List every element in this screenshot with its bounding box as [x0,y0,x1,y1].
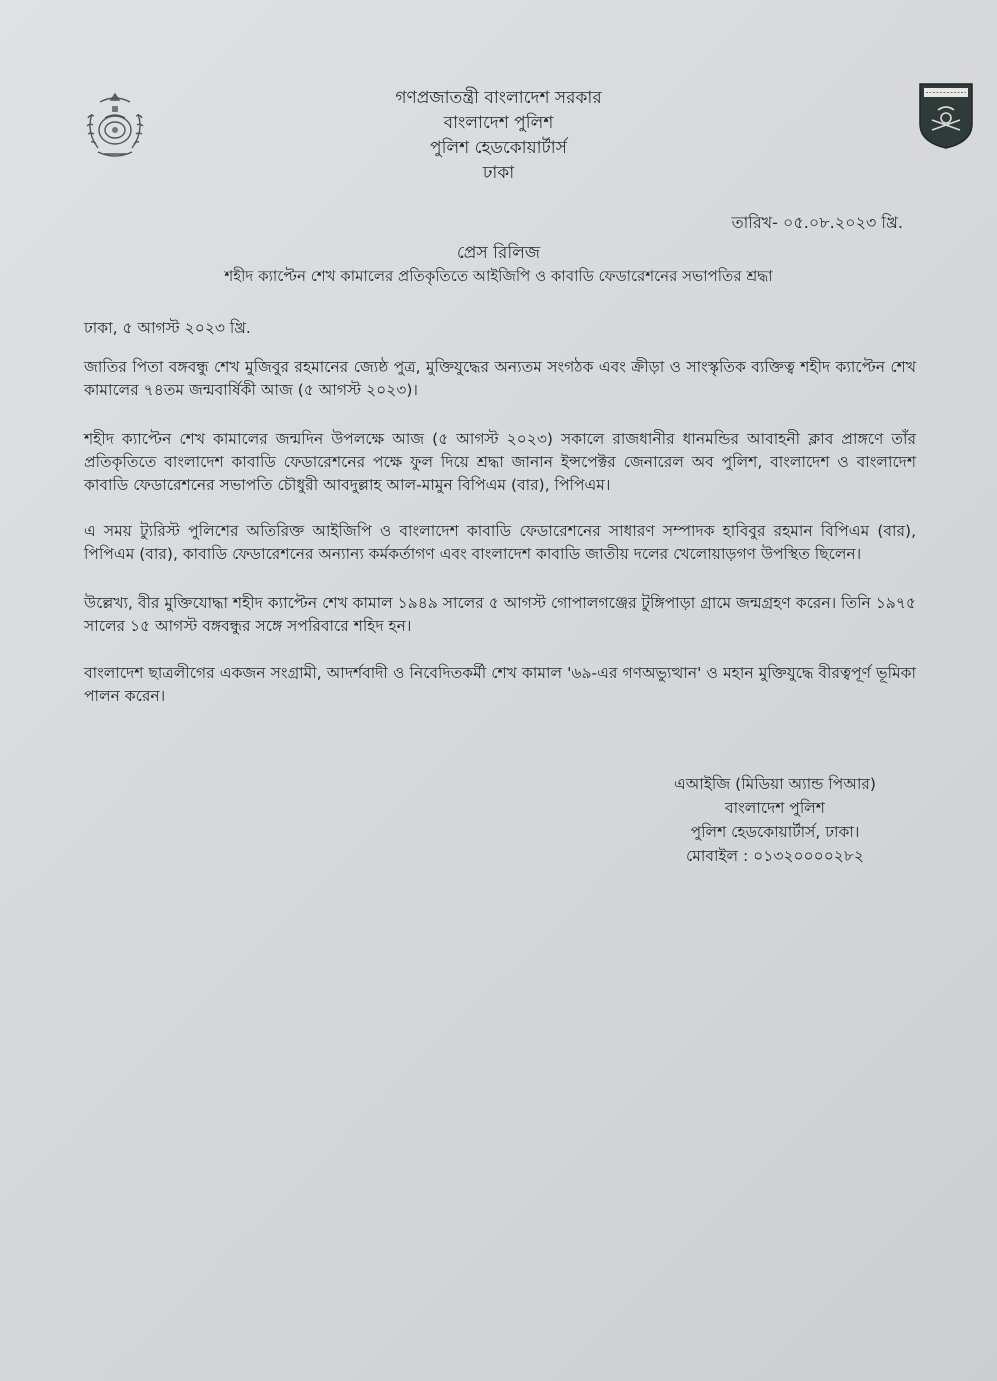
header-government: গণপ্রজাতন্ত্রী বাংলাদেশ সরকার [395,88,602,108]
body-paragraph: উল্লেখ্য, বীর মুক্তিযোদ্ধা শহীদ ক্যাপ্টেন শেখ কামাল ১৯৪৯ সালের ৫ আগস্ট গোপালগঞ্জের টুঙ্গিপাড়া গ্রামে জন্মগ্রহণ করেন। তিনি ১৯৭৫ সালের ১৫ আগস্ট বঙ্গবন্ধুর সঙ্গে সপরিবারে শহিদ হন। [84,594,916,635]
header-police: বাংলাদেশ পুলিশ [443,113,554,133]
body-paragraph: জাতির পিতা বঙ্গবন্ধু শেখ মুজিবুর রহমানের জ্যেষ্ঠ পুত্র, মুক্তিযুদ্ধের অন্যতম সংগঠক এবং ক্রীড়া ও সাংস্কৃতিক ব্যক্তিত্ব শহীদ ক্যাপ্টেন শেখ কামালের ৭৪তম জন্মবার্ষিকী আজ (৫ আগস্ট ২০২৩)। [84,358,916,399]
signature-block [660,772,890,868]
body-paragraph: এ সময় ট্যুরিস্ট পুলিশের অতিরিক্ত আইজিপি ও বাংলাদেশ কাবাডি ফেডারেশনের সাধারণ সম্পাদক হাবিবুর রহমান বিপিএম (বার), পিপিএম (বার), কাবাডি ফেডারেশনের অন্যান্য কর্মকর্তাগণ এবং বাংলাদেশ কাবাডি জাতীয় দলের খেলোয়াড়গণ উপস্থিত ছিলেন। [84,522,916,563]
body-paragraph: বাংলাদেশ ছাত্রলীগের একজন সংগ্রামী, আদর্শবাদী ও নিবেদিতকর্মী শেখ কামাল '৬৯-এর গণঅভ্যুত্থান' ও মহান মুক্তিযুদ্ধে বীরত্বপূর্ণ ভূমিকা পালন করেন। [84,664,916,705]
header-city: ঢাকা [482,163,515,183]
press-release-subtitle: শহীদ ক্যাপ্টেন শেখ কামালের প্রতিকৃতিতে আইজিপি ও কাবাডি ফেডারেশনের সভাপতির শ্রদ্ধা [224,267,773,285]
header-headquarters: পুলিশ হেডকোয়ার্টার্স [430,138,567,158]
signature-mobile: মোবাইল : ০১৩২০০০০২৮২ [685,847,865,865]
body-paragraph: শহীদ ক্যাপ্টেন শেখ কামালের জন্মদিন উপলক্ষে আজ (৫ আগস্ট ২০২৩) সকালে রাজধানীর ধানমন্ডির আবাহনী ক্লাব প্রাঙ্গণে তাঁর প্রতিকৃতিতে বাংলাদেশ কাবাডি ফেডারেশনের পক্ষে ফুল দিয়ে শ্রদ্ধা জানান ইন্সপেক্টর জেনারেল অব পুলিশ, বাংলাদেশ ও বাংলাদেশ কাবাডি ফেডারেশনের সভাপতি চৌধুরী আবদুল্লাহ আল-মামুন বিপিএম (বার), পিপিএম। [84,430,916,494]
signature-organization: বাংলাদেশ পুলিশ [725,799,825,817]
letterhead [0,86,997,186]
signature-office: পুলিশ হেডকোয়ার্টার্স, ঢাকা। [690,823,860,841]
document-date: তারিখ- ০৫.০৮.২০২৩ খ্রি. [731,213,903,232]
signature-designation: এআইজি (মিডিয়া অ্যান্ড পিআর) [674,775,876,793]
press-release-title: প্রেস রিলিজ [456,243,541,263]
dateline: ঢাকা, ৫ আগস্ট ২০২৩ খ্রি. [84,319,251,337]
